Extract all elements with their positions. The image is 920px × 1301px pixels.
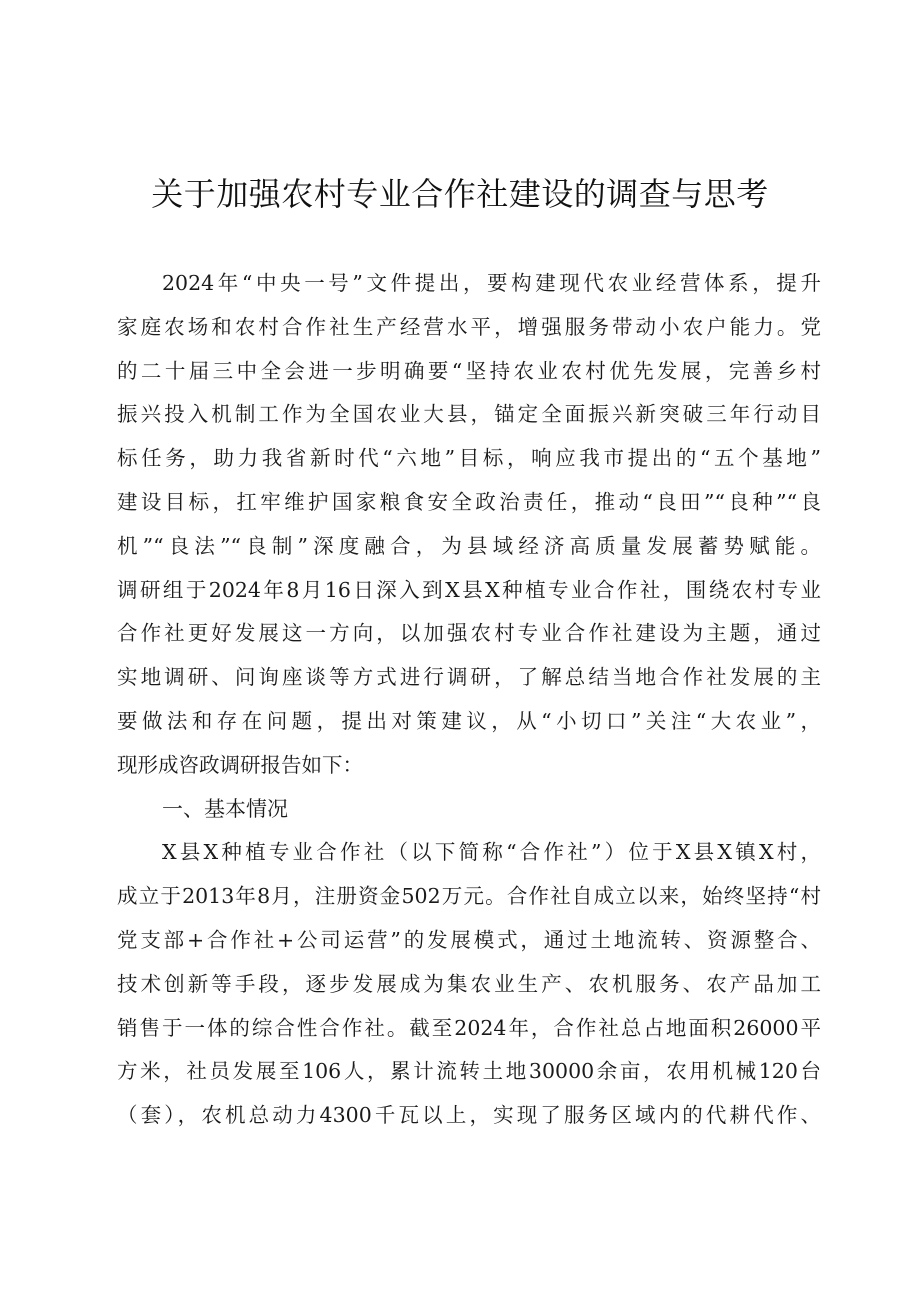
document-title: 关于加强农村专业合作社建设的调查与思考 <box>151 175 769 213</box>
paragraph-line: 成立于2013年8月，注册资金502万元。合作社自成立以来，始终坚持“村 <box>117 884 821 909</box>
section-heading: 一、基本情况 <box>162 796 288 821</box>
paragraph-line: 方米，社员发展至106人，累计流转土地30000余亩，农用机械120台 <box>117 1059 821 1084</box>
paragraph-line: 技术创新等手段，逐步发展成为集农业生产、农机服务、农产品加工 <box>117 971 821 996</box>
paragraph-line: 实地调研、问询座谈等方式进行调研，了解总结当地合作社发展的主 <box>117 665 821 690</box>
paragraph-line: 家庭农场和农村合作社生产经营水平，增强服务带动小农户能力。党 <box>117 314 821 339</box>
paragraph-line: 2024年“中央一号”文件提出，要构建现代农业经营体系，提升 <box>162 271 821 295</box>
paragraph-line: 的二十届三中全会进一步明确要“坚持农业农村优先发展，完善乡村 <box>117 358 821 383</box>
paragraph-line: 合作社更好发展这一方向，以加强农村专业合作社建设为主题，通过 <box>117 621 821 646</box>
paragraph-line: 要做法和存在问题，提出对策建议，从“小切口”关注“大农业”， <box>117 708 821 733</box>
paragraph-line: 现形成咨政调研报告如下： <box>117 752 363 777</box>
paragraph-line: X县X种植专业合作社（以下简称“合作社”）位于X县X镇X村， <box>162 840 821 865</box>
intro-paragraph <box>117 262 821 788</box>
paragraph-line: 党支部+合作社+公司运营”的发展模式，通过土地流转、资源整合、 <box>117 927 821 952</box>
paragraph-line: 建设目标，扛牢维护国家粮食安全政治责任，推动“良田”“良种”“良 <box>117 489 821 514</box>
paragraph-line: 销售于一体的综合性合作社。截至2024年，合作社总占地面积26000平 <box>117 1015 821 1040</box>
paragraph-line: 标任务，助力我省新时代“六地”目标，响应我市提出的“五个基地” <box>117 446 821 471</box>
paragraph-line: （套），农机总动力4300千瓦以上，实现了服务区域内的代耕代作、 <box>117 1103 821 1128</box>
paragraph-line: 机”“良法”“良制”深度融合，为县域经济高质量发展蓄势赋能。 <box>117 533 821 558</box>
document-body <box>117 262 821 1138</box>
paragraph-line: 调研组于2024年8月16日深入到X县X种植专业合作社，围绕农村专业 <box>117 577 821 602</box>
section-paragraph <box>117 831 821 1138</box>
paragraph-line: 振兴投入机制工作为全国农业大县，锚定全面振兴新突破三年行动目 <box>117 402 821 427</box>
